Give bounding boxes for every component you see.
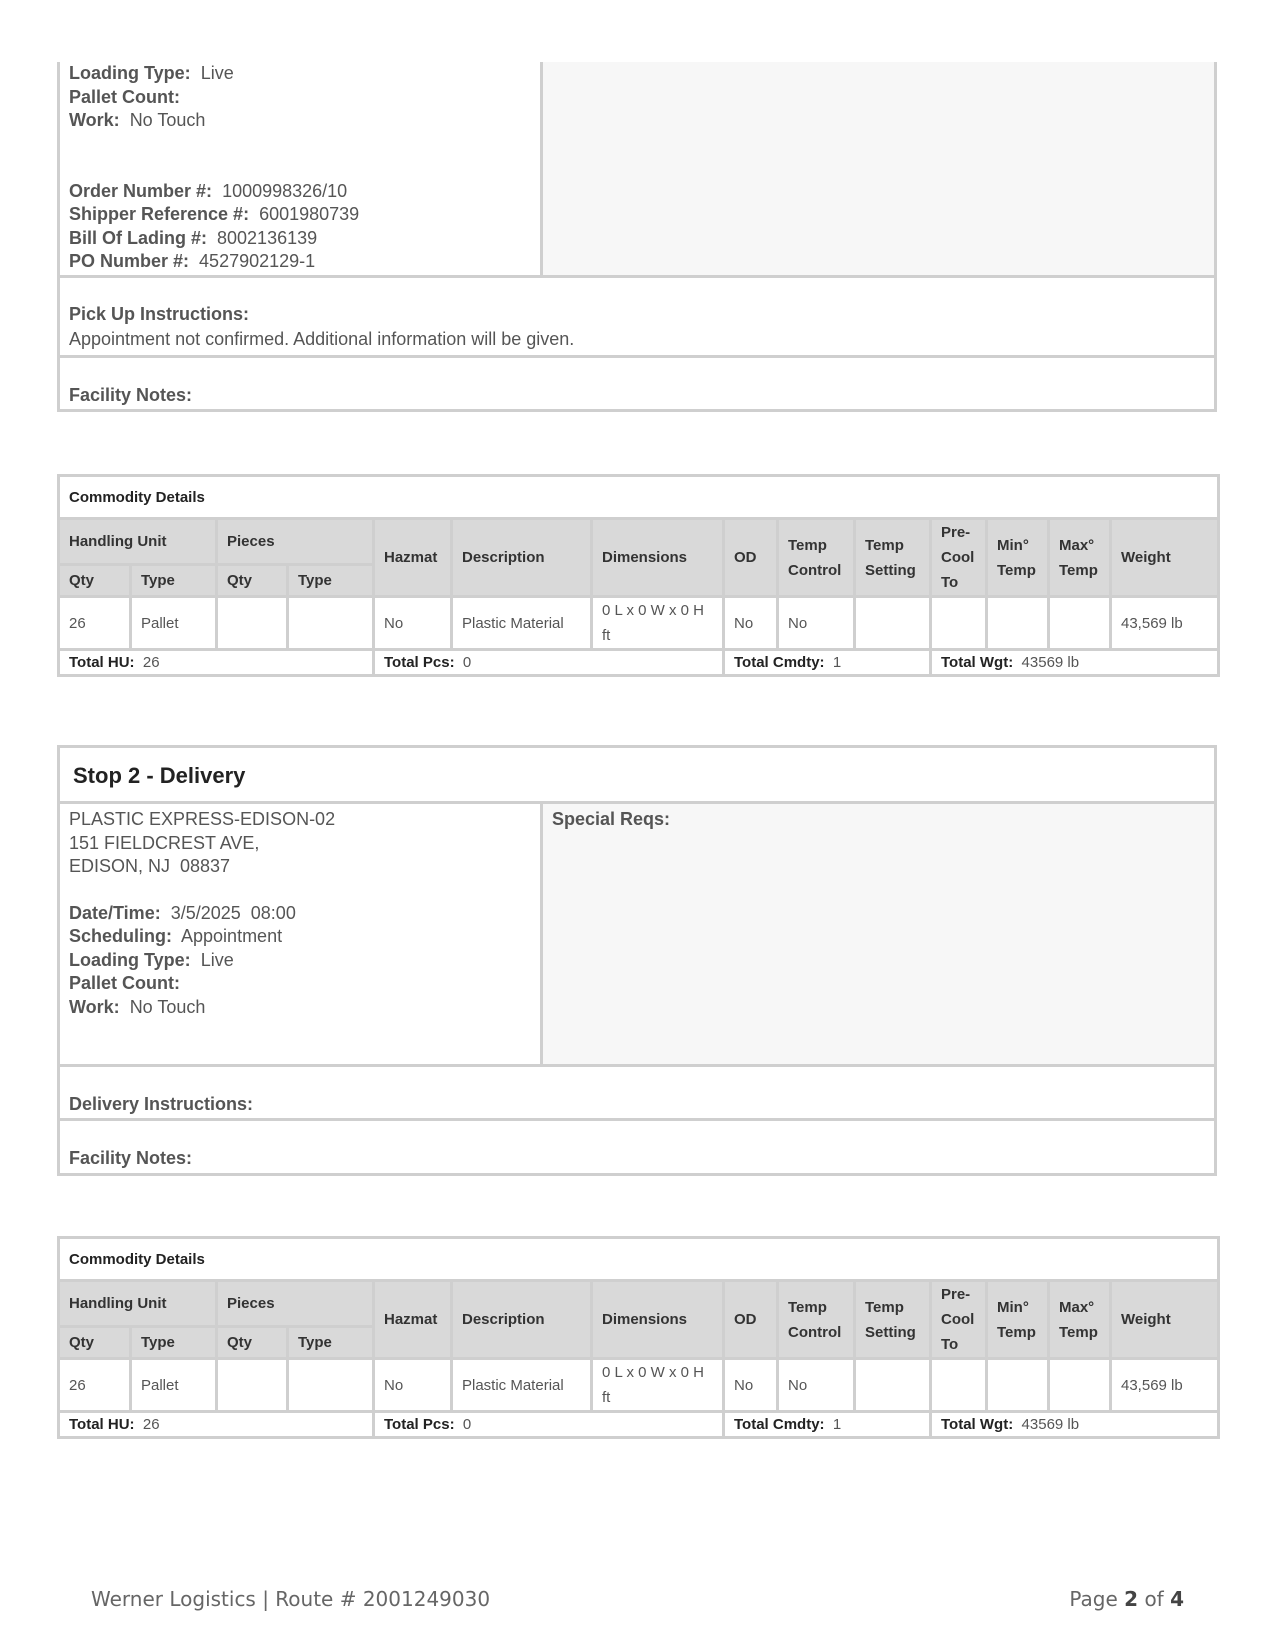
total-wgt: Total Wgt: 43569 lb — [931, 650, 1219, 676]
max-temp-cell — [1049, 597, 1111, 650]
footer-page-number: Page 2 of 4 — [1069, 1587, 1184, 1611]
handling-unit-header: Handling Unit — [59, 519, 217, 565]
loading-type-line: Loading Type: Live — [69, 63, 234, 83]
footer-route: Werner Logistics | Route # 2001249030 — [91, 1587, 491, 1611]
pieces-header: Pieces — [217, 519, 374, 565]
total-pcs: Total Pcs: 0 — [374, 1412, 724, 1438]
totals-row — [59, 650, 1219, 676]
max-temp-cell — [1049, 1359, 1111, 1412]
delivery-instructions-label: Delivery Instructions: — [69, 1094, 254, 1114]
special-reqs-label: Special Reqs: — [552, 809, 671, 829]
min-temp-header: Min° Temp — [987, 1281, 1049, 1359]
dimensions-header: Dimensions — [592, 1281, 724, 1359]
weight-cell: 43,569 lb — [1111, 1359, 1219, 1412]
hazmat-cell: No — [374, 597, 452, 650]
weight-header: Weight — [1111, 1281, 1219, 1359]
temp-control-cell: No — [778, 1359, 855, 1412]
description-header: Description — [452, 1281, 592, 1359]
hazmat-header: Hazmat — [374, 519, 452, 597]
temp-setting-header: Temp Setting — [855, 1281, 931, 1359]
stop2-info — [60, 804, 543, 1066]
description-cell: Plastic Material — [452, 597, 592, 650]
pre-cool-header: Pre-Cool To — [931, 519, 987, 597]
scheduling-line: Scheduling: Appointment — [69, 926, 283, 946]
pre-cool-header: Pre-Cool To — [931, 1281, 987, 1359]
pre-cool-cell — [931, 1359, 987, 1412]
pcs-type-cell — [288, 597, 374, 650]
total-pcs: Total Pcs: 0 — [374, 650, 724, 676]
handling-unit-header: Handling Unit — [59, 1281, 217, 1327]
pieces-header: Pieces — [217, 1281, 374, 1327]
hu-qty-header: Qty — [59, 564, 131, 596]
total-hu: Total HU: 26 — [59, 1412, 374, 1438]
totals-row — [59, 1412, 1219, 1438]
hu-type-header: Type — [131, 1326, 217, 1358]
pcs-qty-cell — [217, 1359, 288, 1412]
order-number-line: Order Number #: 1000998326/10 — [69, 180, 348, 201]
hu-qty-cell: 26 — [59, 597, 131, 650]
bol-line: Bill Of Lading #: 8002136139 — [69, 227, 318, 248]
total-hu: Total HU: 26 — [59, 650, 374, 676]
hu-type-cell: Pallet — [131, 1359, 217, 1412]
shipper-ref-line: Shipper Reference #: 6001980739 — [69, 204, 360, 224]
temp-control-header: Temp Control — [778, 1281, 855, 1359]
commodity-table-2 — [57, 1236, 1220, 1439]
pre-cool-cell — [931, 597, 987, 650]
temp-setting-cell — [855, 1359, 931, 1412]
od-cell: No — [724, 1359, 778, 1412]
loading-type-line: Loading Type: Live — [69, 949, 234, 970]
table-row — [59, 597, 1219, 650]
description-header: Description — [452, 519, 592, 597]
stop2-title: Stop 2 - Delivery — [60, 748, 1214, 804]
stop1-info — [60, 62, 543, 277]
stop1-special-reqs-panel — [543, 62, 1214, 277]
dimensions-cell: 0 L x 0 W x 0 H ft — [592, 597, 724, 650]
hu-type-header: Type — [131, 564, 217, 596]
description-cell: Plastic Material — [452, 1359, 592, 1412]
hu-type-cell: Pallet — [131, 597, 217, 650]
commodity-details-title: Commodity Details — [59, 1238, 1219, 1281]
pickup-instructions-text: Appointment not confirmed. Additional information will be given. — [69, 329, 575, 349]
special-reqs-panel — [543, 804, 1214, 1066]
pallet-count-line: Pallet Count: — [69, 973, 180, 993]
po-line: PO Number #: 4527902129-1 — [69, 251, 316, 271]
pickup-instructions-label: Pick Up Instructions: — [69, 304, 250, 324]
temp-setting-cell — [855, 597, 931, 650]
pcs-type-cell — [288, 1359, 374, 1412]
weight-cell: 43,569 lb — [1111, 597, 1219, 650]
weight-header: Weight — [1111, 519, 1219, 597]
table-row — [59, 1359, 1219, 1412]
facility-notes-label: Facility Notes: — [69, 385, 193, 405]
pcs-qty-header: Qty — [217, 564, 288, 596]
stop2-name: PLASTIC EXPRESS-EDISON-02 — [69, 809, 336, 829]
max-temp-header: Max° Temp — [1049, 519, 1111, 597]
od-header: OD — [724, 519, 778, 597]
temp-setting-header: Temp Setting — [855, 519, 931, 597]
od-cell: No — [724, 597, 778, 650]
hazmat-cell: No — [374, 1359, 452, 1412]
commodity-table-1 — [57, 474, 1220, 677]
min-temp-header: Min° Temp — [987, 519, 1049, 597]
stop2-box — [57, 745, 1217, 1176]
pcs-qty-cell — [217, 597, 288, 650]
hu-qty-header: Qty — [59, 1326, 131, 1358]
stop2-address2: EDISON, NJ 08837 — [69, 856, 231, 876]
stop1-details-box — [57, 62, 1217, 412]
total-wgt: Total Wgt: 43569 lb — [931, 1412, 1219, 1438]
commodity-details-title: Commodity Details — [59, 476, 1219, 519]
hu-qty-cell: 26 — [59, 1359, 131, 1412]
pallet-count-line: Pallet Count: — [69, 86, 180, 107]
dimensions-header: Dimensions — [592, 519, 724, 597]
temp-control-header: Temp Control — [778, 519, 855, 597]
pcs-type-header: Type — [288, 564, 374, 596]
stop2-address1: 151 FIELDCREST AVE, — [69, 832, 260, 853]
work-line: Work: No Touch — [69, 996, 206, 1017]
total-cmdty: Total Cmdty: 1 — [724, 1412, 931, 1438]
max-temp-header: Max° Temp — [1049, 1281, 1111, 1359]
hazmat-header: Hazmat — [374, 1281, 452, 1359]
total-cmdty: Total Cmdty: 1 — [724, 650, 931, 676]
min-temp-cell — [987, 1359, 1049, 1412]
od-header: OD — [724, 1281, 778, 1359]
pcs-qty-header: Qty — [217, 1326, 288, 1358]
facility-notes-label: Facility Notes: — [69, 1148, 193, 1168]
dimensions-cell: 0 L x 0 W x 0 H ft — [592, 1359, 724, 1412]
pcs-type-header: Type — [288, 1326, 374, 1358]
temp-control-cell: No — [778, 597, 855, 650]
datetime-line: Date/Time: 3/5/2025 08:00 — [69, 902, 296, 923]
work-line: Work: No Touch — [69, 110, 206, 130]
min-temp-cell — [987, 597, 1049, 650]
